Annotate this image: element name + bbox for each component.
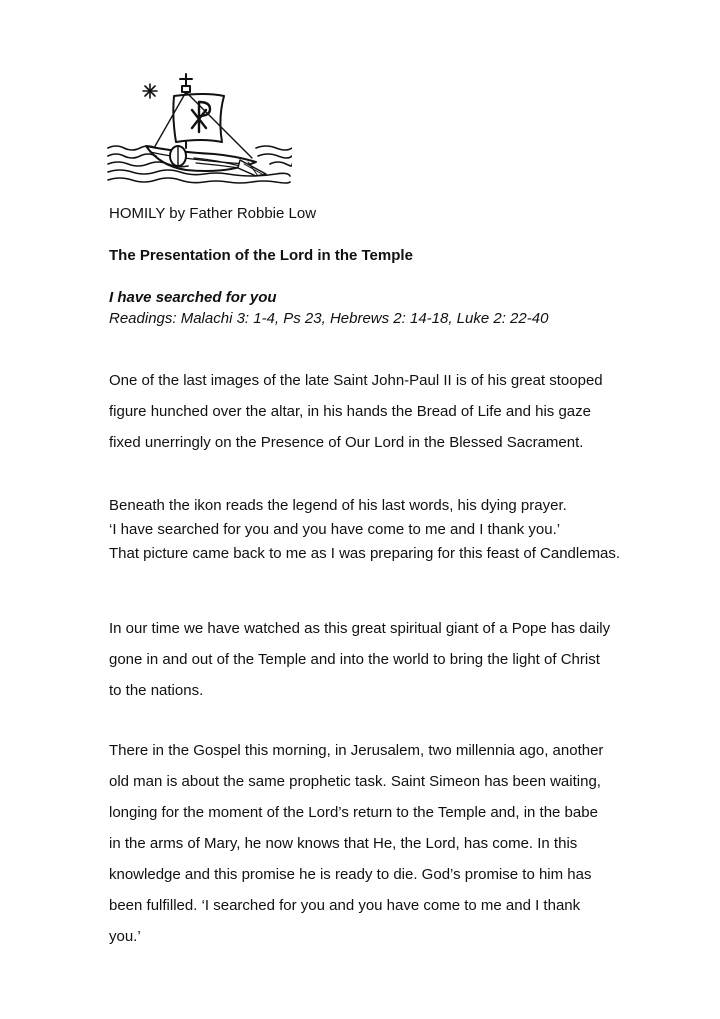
paragraph-line: you.’ [109,928,141,945]
paragraph-line: Beneath the ikon reads the legend of his last words, his dying prayer. [109,497,567,514]
paragraph-line: One of the last images of the late Saint John-Paul II is of his great stooped [109,372,603,389]
chi-rho-ship-logo-icon [106,66,292,186]
page-title: The Presentation of the Lord in the Temple [109,247,413,264]
paragraph-line: longing for the moment of the Lord’s return to the Temple and, in the babe [109,804,598,821]
paragraph-4 [109,741,649,958]
paragraph-3 [109,619,649,712]
paragraph-line: in the arms of Mary, he now knows that He, the Lord, has come. In this [109,835,578,852]
star-icon [143,84,157,98]
readings-line: Readings: Malachi 3: 1-4, Ps 23, Hebrews 2: 14-18, Luke 2: 22-40 [109,310,549,327]
paragraph-line: gone in and out of the Temple and into the world to bring the light of Christ [109,651,600,668]
paragraph-line: knowledge and this promise he is ready to die. God’s promise to him has [109,866,592,883]
paragraph-line: ‘I have searched for you and you have come to me and I thank you.’ [109,521,561,538]
paragraph-line: old man is about the same prophetic task. Saint Simeon has been waiting, [109,773,601,790]
subtitle: I have searched for you [109,289,277,306]
paragraph-line: That picture came back to me as I was preparing for this feast of Candlemas. [109,545,621,562]
paragraph-line: been fulfilled. ‘I searched for you and you have come to me and I thank [109,897,581,914]
paragraph-line: There in the Gospel this morning, in Jerusalem, two millennia ago, another [109,742,604,759]
homily-author-line: HOMILY by Father Robbie Low [109,205,317,222]
paragraph-1 [109,371,649,464]
paragraph-line: fixed unerringly on the Presence of Our Lord in the Blessed Sacrament. [109,434,584,451]
paragraph-line: figure hunched over the altar, in his hands the Bread of Life and his gaze [109,403,591,420]
paragraph-2 [109,496,649,568]
paragraph-line: to the nations. [109,682,204,699]
paragraph-line: In our time we have watched as this great spiritual giant of a Pope has daily [109,620,611,637]
